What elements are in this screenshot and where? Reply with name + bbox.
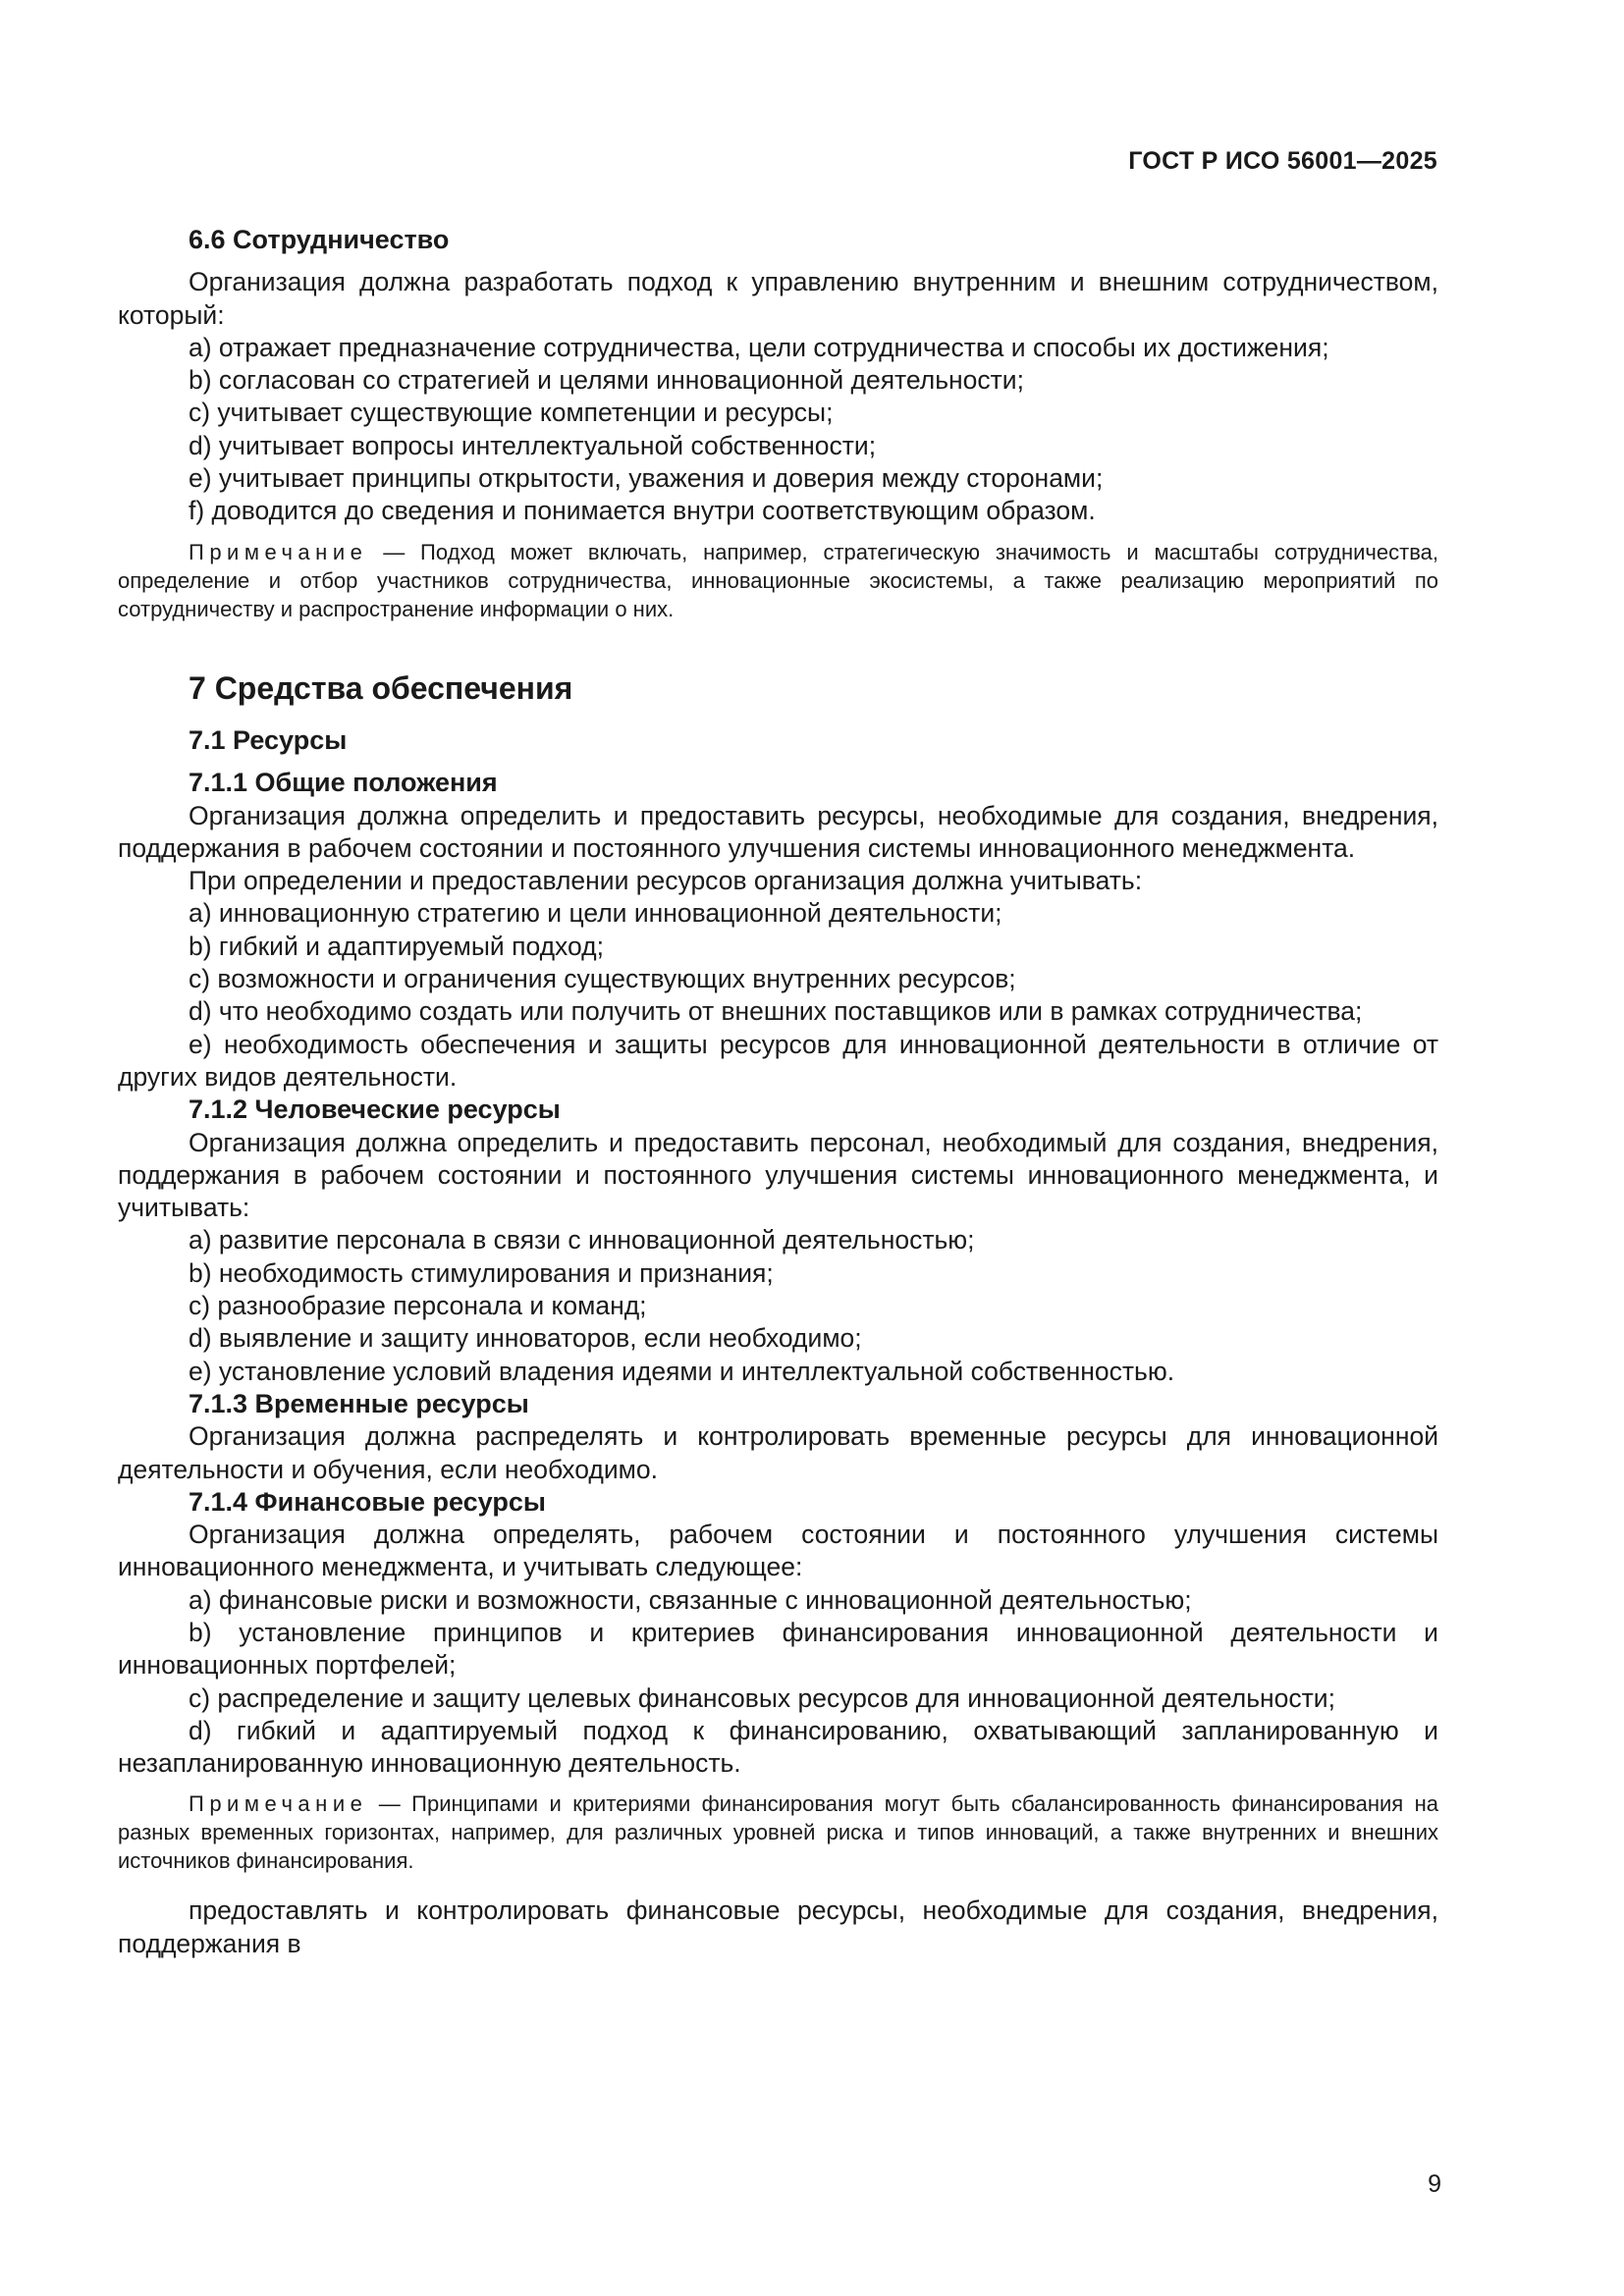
paragraph: Организация должна распределять и контролировать временные ресурсы для инновационной деятельности и обучения, если необходимо. xyxy=(118,1421,1438,1484)
list-item: d) что необходимо создать или получить от внешних поставщиков или в рамках сотрудничества; xyxy=(189,996,1363,1027)
paragraph: Организация должна разработать подход к управлению внутренним и внешним сотрудничеством, который: xyxy=(118,267,1438,330)
note xyxy=(118,538,1438,623)
document-header: ГОСТ Р ИСО 56001—2025 xyxy=(1128,147,1437,175)
section-7-1-2-heading: 7.1.2 Человеческие ресурсы xyxy=(189,1095,561,1125)
note-label: Примечание xyxy=(189,539,368,564)
list-item: d) гибкий и адаптируемый подход к финансированию, охватывающий запланированную и незапланированную инновационную деятельность. xyxy=(118,1715,1438,1779)
section-7-1-1-heading: 7.1.1 Общие положения xyxy=(189,768,498,798)
section-6-6-heading: 6.6 Сотрудничество xyxy=(189,225,450,254)
list-item: b) необходимость стимулирования и признания; xyxy=(189,1257,774,1288)
list-item: b) установление принципов и критериев финансирования инновационной деятельности и инновационных портфелей; xyxy=(118,1617,1438,1681)
list-item: d) учитывает вопросы интеллектуальной собственности; xyxy=(189,430,877,460)
note-text: — Подход может включать, например, стратегическую значимость и масштабы сотрудничества, определение и отбор участников сотрудничества, инновационные экосистемы, а также реализацию мероприятий по сотрудничеству и распространение информации о них. xyxy=(118,539,1438,621)
section-7-1-4-heading: 7.1.4 Финансовые ресурсы xyxy=(189,1486,546,1517)
paragraph: При определении и предоставлении ресурсов организация должна учитывать: xyxy=(189,866,1143,896)
list-item: a) развитие персонала в связи с инновационной деятельностью; xyxy=(189,1225,975,1255)
list-item: b) гибкий и адаптируемый подход; xyxy=(189,931,604,961)
note-text: — Принципами и критериями финансирования могут быть сбалансированность финансирования на разных временных горизонтах, например, для различных уровней риска и типов инноваций, а также внутренних и внешних источников финансирования. xyxy=(118,1791,1438,1874)
list-item: c) распределение и защиту целевых финансовых ресурсов для инновационной деятельности; xyxy=(189,1682,1335,1713)
paragraph: Организация должна определить и предоставить ресурсы, необходимые для создания, внедрения, поддержания в рабочем состоянии и постоянного улучшения системы инновационного менеджмента. xyxy=(118,800,1438,863)
paragraph: предоставлять и контролировать финансовые ресурсы, необходимые для создания, внедрения, поддержания в xyxy=(118,1896,1438,1958)
list-item: e) необходимость обеспечения и защиты ресурсов для инновационной деятельности в отличие от других видов деятельности. xyxy=(118,1029,1438,1092)
paragraph: Организация должна определить и предоставить персонал, необходимый для создания, внедрения, поддержания в рабочем состоянии и постоянного улучшения системы инновационного менеджмента, и учитывать: xyxy=(118,1127,1438,1223)
paragraph: Организация должна определять, рабочем состоянии и постоянного улучшения системы инновационного менеджмента, и учитывать следующее: xyxy=(118,1520,1438,1582)
list-item: a) инновационную стратегию и цели инновационной деятельности; xyxy=(189,898,1002,929)
list-item: c) учитывает существующие компетенции и ресурсы; xyxy=(189,398,834,428)
note-label: Примечание xyxy=(189,1791,368,1817)
section-7-1-3-heading: 7.1.3 Временные ресурсы xyxy=(189,1388,529,1418)
page-content xyxy=(118,224,1438,1960)
section-7-1-heading: 7.1 Ресурсы xyxy=(189,724,348,755)
list-item: f) доводится до сведения и понимается внутри соответствующим образом. xyxy=(189,496,1096,526)
list-item: e) учитывает принципы открытости, уважения и доверия между сторонами; xyxy=(189,463,1104,494)
section-7-heading: 7 Средства обеспечения xyxy=(189,669,573,706)
list-item: b) согласован со стратегией и целями инновационной деятельности; xyxy=(189,365,1024,396)
list-item: c) разнообразие персонала и команд; xyxy=(189,1291,647,1321)
list-item: c) возможности и ограничения существующих внутренних ресурсов; xyxy=(189,964,1016,994)
note xyxy=(118,1789,1438,1875)
list-item: a) отражает предназначение сотрудничества, цели сотрудничества и способы их достижения; xyxy=(189,332,1329,362)
list-item: e) установление условий владения идеями и интеллектуальной собственностью. xyxy=(189,1356,1175,1386)
list-item: d) выявление и защиту инноваторов, если необходимо; xyxy=(189,1323,862,1354)
list-item: a) финансовые риски и возможности, связанные с инновационной деятельностью; xyxy=(189,1584,1192,1615)
page-number: 9 xyxy=(1428,2170,1441,2198)
